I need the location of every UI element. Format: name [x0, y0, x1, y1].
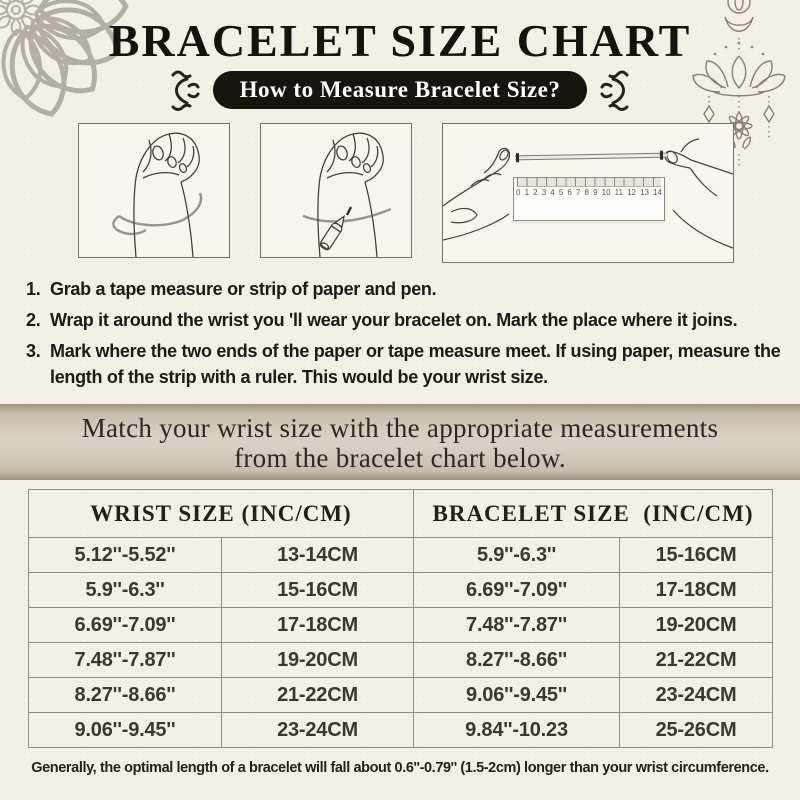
ruler-ticks [517, 178, 661, 187]
ruler-number: 12 [627, 188, 636, 197]
ruler-number: 1 [524, 188, 530, 197]
illustration-ruler-measure [442, 123, 734, 263]
table-cell: 19-20CM [620, 608, 773, 643]
table-cell: 5.12''-5.52'' [29, 538, 222, 573]
size-table-body [29, 538, 773, 748]
left-squiggle-icon [165, 69, 201, 111]
footer-note: Generally, the optimal length of a bracelet will fall about 0.6''-0.79'' (1.5-2cm) longer than your wrist circumference. [31, 760, 769, 776]
table-cell: 21-22CM [620, 643, 773, 678]
ruler-number: 7 [575, 188, 581, 197]
illustration-fist-tape-measure [78, 123, 230, 258]
ruler-number: 13 [640, 188, 649, 197]
ruler-number: 14 [653, 188, 662, 197]
ruler-number: 5 [558, 188, 564, 197]
bracelet-size-header: BRACELET SIZE (INC/CM) [414, 490, 773, 538]
ruler-number: 2 [533, 188, 538, 197]
ruler [513, 177, 665, 221]
badge-how-to-measure: How to Measure Bracelet Size? [213, 71, 588, 109]
instruction-step [26, 338, 782, 390]
step-text: Wrap it around the wrist you 'll wear your bracelet on. Mark the place where it joins. [50, 310, 738, 330]
table-cell: 6.69''-7.09'' [414, 573, 620, 608]
step-text: Mark where the two ends of the paper or tape measure meet. If using paper, measure the length of the strip with a ruler. This would be your wrist size. [50, 341, 781, 387]
table-cell: 8.27''-8.66'' [29, 678, 222, 713]
ruler-number: 8 [584, 188, 589, 197]
table-row [29, 713, 773, 748]
illustration-fist-pen-mark [260, 123, 412, 258]
table-cell: 23-24CM [620, 678, 773, 713]
size-table [28, 489, 773, 748]
table-cell: 5.9''-6.3'' [29, 573, 222, 608]
banner-line-1: Match your wrist size with the appropriate measurements [81, 413, 719, 443]
ruler-number: 3 [541, 188, 547, 197]
instruction-step [26, 276, 782, 302]
table-cell: 9.06''-9.45'' [414, 678, 620, 713]
instruction-step [26, 307, 782, 333]
banner-line-2: from the bracelet chart below. [234, 443, 566, 473]
table-cell: 19-20CM [222, 643, 414, 678]
ruler-numbers [514, 187, 664, 197]
match-banner [0, 404, 800, 480]
ruler-number: 9 [593, 188, 598, 197]
illustration-row [78, 123, 734, 263]
table-row [29, 573, 773, 608]
table-cell: 15-16CM [222, 573, 414, 608]
page-title: BRACELET SIZE CHART [108, 15, 692, 66]
table-cell: 8.27''-8.66'' [414, 643, 620, 678]
table-cell: 6.69''-7.09'' [29, 608, 222, 643]
table-cell: 13-14CM [222, 538, 414, 573]
ruler-number: 10 [601, 188, 611, 197]
table-cell: 7.48''-7.87'' [414, 608, 620, 643]
table-cell: 21-22CM [222, 678, 414, 713]
step-text: Grab a tape measure or strip of paper and pen. [50, 279, 437, 299]
step-number: 1. [26, 279, 41, 299]
table-cell: 17-18CM [222, 608, 414, 643]
right-squiggle-icon [599, 69, 635, 111]
ruler-number: 6 [567, 188, 572, 197]
table-header-row [29, 490, 773, 538]
table-row [29, 678, 773, 713]
step-number: 3. [26, 341, 41, 361]
table-cell: 23-24CM [222, 713, 414, 748]
instruction-list [26, 276, 782, 395]
table-cell: 25-26CM [620, 713, 773, 748]
table-row [29, 643, 773, 678]
table-cell: 15-16CM [620, 538, 773, 573]
ruler-number: 4 [550, 188, 555, 197]
ruler-number: 0 [516, 188, 521, 197]
table-cell: 9.84''-10.23 [414, 713, 620, 748]
table-cell: 5.9''-6.3'' [414, 538, 620, 573]
step-number: 2. [26, 310, 41, 330]
table-row [29, 538, 773, 573]
subtitle-row [0, 70, 800, 110]
wrist-size-header: WRIST SIZE (INC/CM) [29, 490, 414, 538]
ruler-number: 11 [614, 188, 623, 197]
table-cell: 7.48''-7.87'' [29, 643, 222, 678]
table-cell: 9.06''-9.45'' [29, 713, 222, 748]
table-row [29, 608, 773, 643]
table-cell: 17-18CM [620, 573, 773, 608]
